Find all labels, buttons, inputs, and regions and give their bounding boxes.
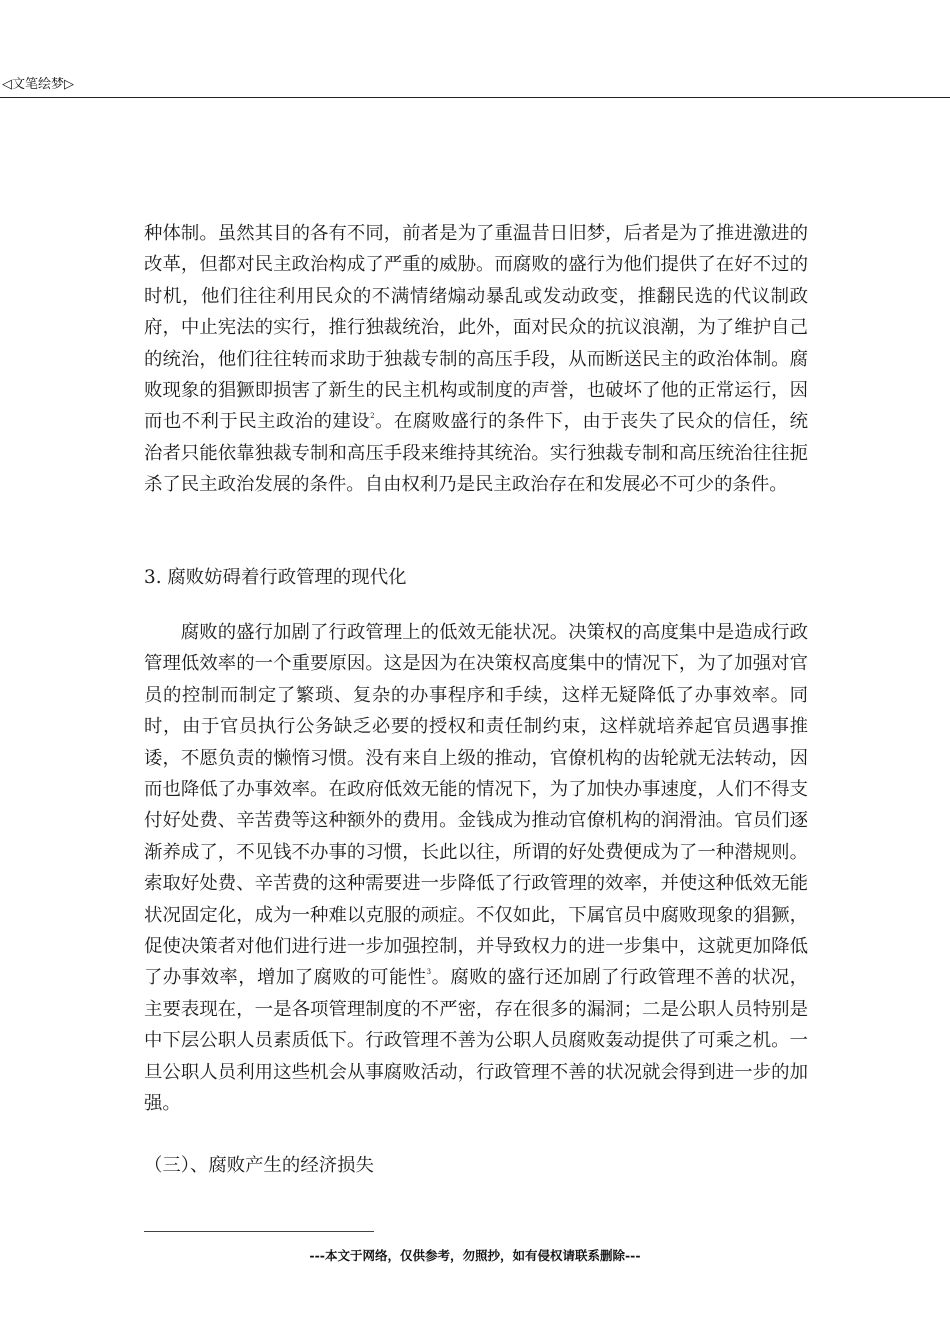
paragraph-1-text-a: 种体制。虽然其目的各有不同，前者是为了重温昔日旧梦，后者是为了推进激进的改革，但都对民主政治构成了严重的威胁。而腐败的盛行为他们提供了在好不过的时机，他们往往利用民众的不满情绪煽动暴乱或发动政变，推翻民选的代议制政府，中止宪法的实行，推行独裁统治，此外，面对民众的抗议浪潮，为了维护自己的统治，他们往往转而求助于独裁专制的高压手段，从而断送民主的政治体制。腐败现象的猖獗即损害了新生的民主机构或制度的声誉，也破坏了他的正常运行，因而也不利于民主政治的建设: [144, 223, 808, 433]
body-paragraph-2: [144, 617, 808, 1120]
paragraph-1-text-b: 。在腐败盛行的条件下，由于丧失了民众的信任，统治者只能依靠独裁专制和高压手段来维持其统治。实行独裁专制和高压统治往往扼杀了民主政治发展的条件。自由权利乃是民主政治存在和发展必不可少的条件。: [144, 411, 808, 496]
section-heading-economic-loss: （三）、腐败产生的经济损失: [144, 1155, 374, 1176]
footer-notice: ---本文于网络，仅供参考，勿照抄，如有侵权请联系删除---: [309, 1248, 641, 1263]
page-header: [0, 76, 950, 98]
header-divider: [0, 97, 950, 98]
footnote-ref-3: 3: [426, 968, 432, 977]
body-paragraph-1: [144, 218, 808, 501]
footnote-divider: [144, 1231, 374, 1232]
section-heading-3: 3. 腐败妨碍着行政管理的现代化: [144, 567, 407, 588]
paragraph-2-text-a: 腐败的盛行加剧了行政管理上的低效无能状况。决策权的高度集中是造成行政管理低效率的一个重要原因。这是因为在决策权高度集中的情况下，为了加强对官员的控制而制定了繁琐、复杂的办事程序和手续，这样无疑降低了办事效率。同时，由于官员执行公务缺乏必要的授权和责任制约束，这样就培养起官员遇事推诿，不愿负责的懒惰习惯。没有来自上级的推动，官僚机构的齿轮就无法转动，因而也降低了办事效率。在政府低效无能的情况下，为了加快办事速度，人们不得支付好处费、辛苦费等这种额外的费用。金钱成为推动官僚机构的润滑油。官员们逐渐养成了，不见钱不办事的习惯，长此以往，所谓的好处费便成为了一种潜规则。索取好处费、辛苦费的这种需要进一步降低了行政管理的效率，并使这种低效无能状况固定化，成为一种难以克服的顽症。不仅如此，下属官员中腐败现象的猖獗，促使决策者对他们进行进一步加强控制，并导致权力的进一步集中，这就更加降低了办事效率，增加了腐败的可能性: [144, 622, 808, 989]
header-title: ◁文笔绘梦▷: [2, 77, 74, 92]
footnote-ref-2: 2: [370, 412, 375, 421]
paragraph-2-text-b: 。腐败的盛行还加剧了行政管理不善的状况，主要表现在，一是各项管理制度的不严密，存在很多的漏洞；二是公职人员特别是中下层公职人员素质低下。行政管理不善为公职人员腐败轰动提供了可乘之机。一旦公职人员利用这些机会从事腐败活动，行政管理不善的状况就会得到进一步的加强。: [144, 967, 808, 1115]
